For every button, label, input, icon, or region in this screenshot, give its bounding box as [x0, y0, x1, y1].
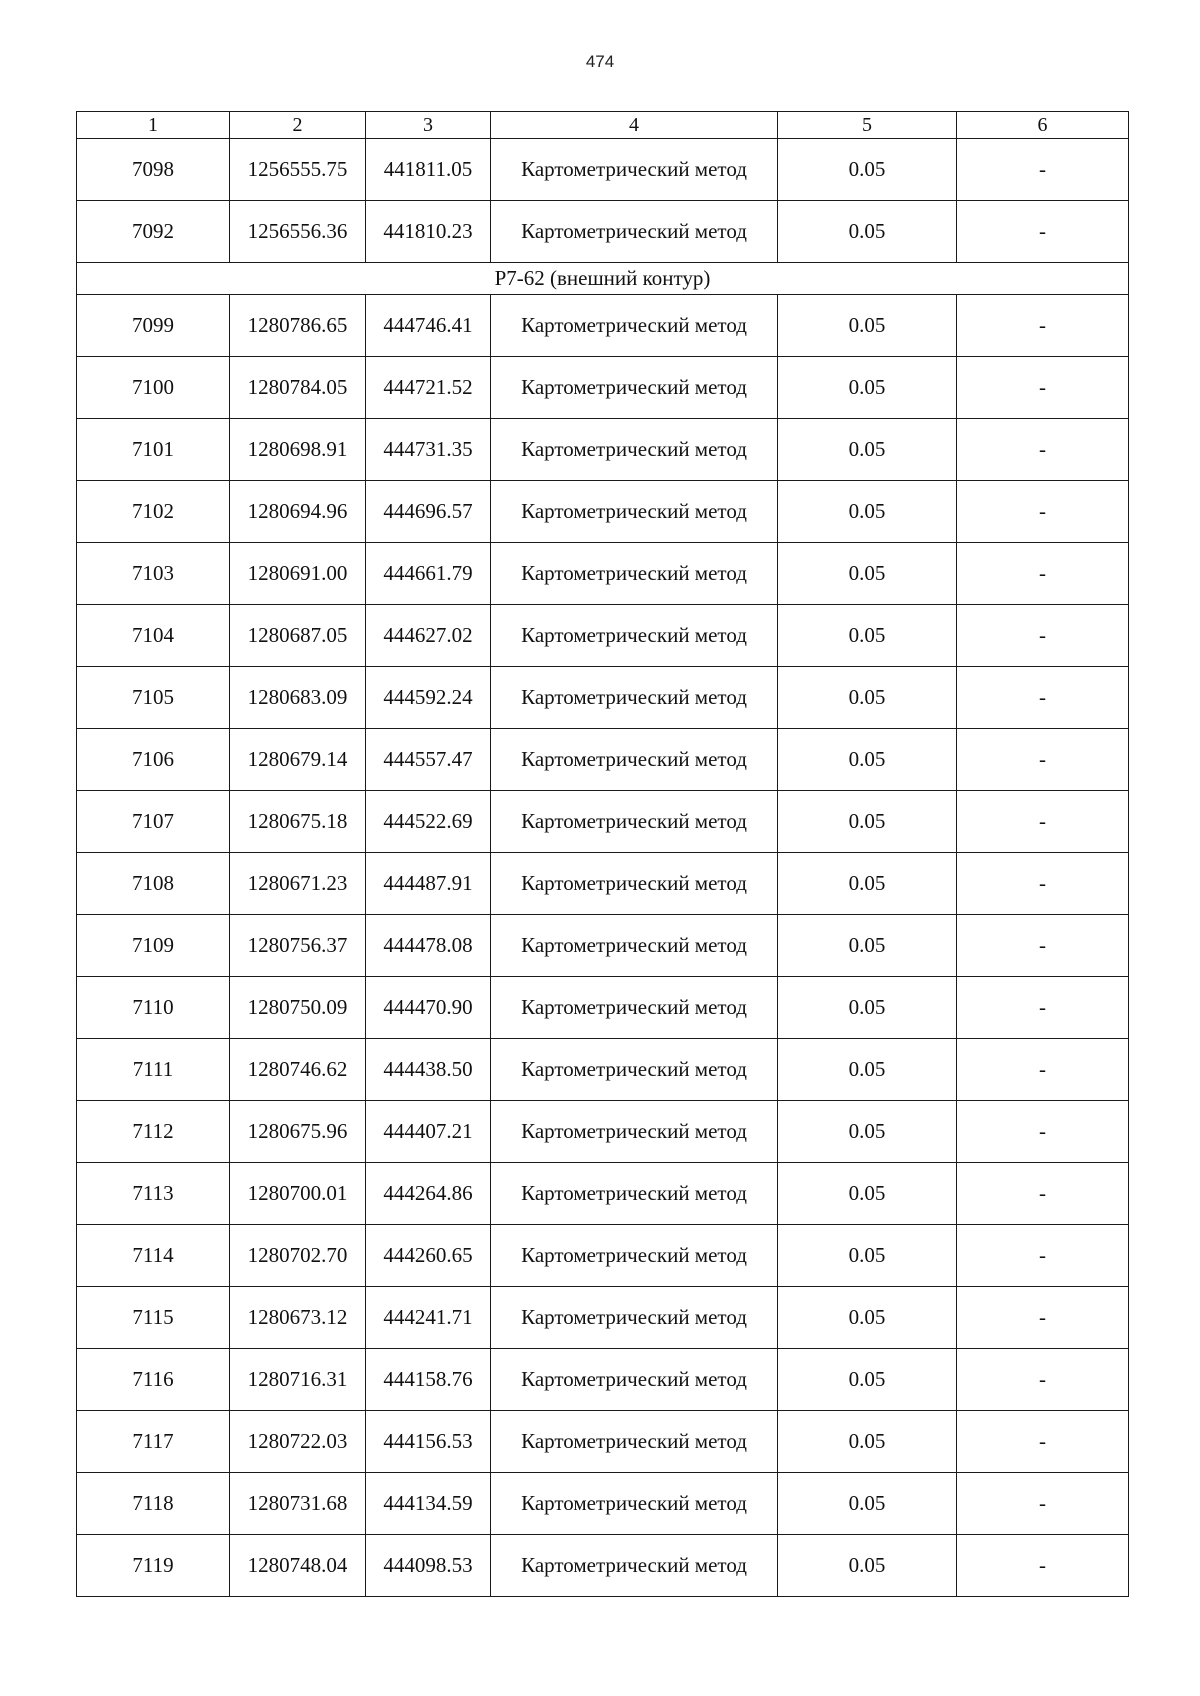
- table-row: [77, 295, 1129, 357]
- point-number-cell: 7118: [77, 1473, 230, 1535]
- note-cell: -: [957, 605, 1129, 667]
- x-coordinate-cell: 1280683.09: [230, 667, 366, 729]
- table-row: [77, 977, 1129, 1039]
- note-cell: -: [957, 419, 1129, 481]
- x-coordinate-cell: 1280673.12: [230, 1287, 366, 1349]
- note-cell: -: [957, 729, 1129, 791]
- method-cell: Картометрический метод: [491, 915, 778, 977]
- point-number-cell: 7112: [77, 1101, 230, 1163]
- y-coordinate-cell: 444264.86: [366, 1163, 491, 1225]
- x-coordinate-cell: 1280691.00: [230, 543, 366, 605]
- accuracy-cell: 0.05: [778, 139, 957, 201]
- point-number-cell: 7116: [77, 1349, 230, 1411]
- method-cell: Картометрический метод: [491, 729, 778, 791]
- x-coordinate-cell: 1280675.18: [230, 791, 366, 853]
- accuracy-cell: 0.05: [778, 419, 957, 481]
- y-coordinate-cell: 444661.79: [366, 543, 491, 605]
- point-number-cell: 7101: [77, 419, 230, 481]
- point-number-cell: 7109: [77, 915, 230, 977]
- note-cell: -: [957, 543, 1129, 605]
- note-cell: -: [957, 201, 1129, 263]
- y-coordinate-cell: 444156.53: [366, 1411, 491, 1473]
- table-row: [77, 201, 1129, 263]
- point-number-cell: 7113: [77, 1163, 230, 1225]
- method-cell: Картометрический метод: [491, 1163, 778, 1225]
- y-coordinate-cell: 444407.21: [366, 1101, 491, 1163]
- point-number-cell: 7098: [77, 139, 230, 201]
- accuracy-cell: 0.05: [778, 1225, 957, 1287]
- note-cell: -: [957, 481, 1129, 543]
- method-cell: Картометрический метод: [491, 1349, 778, 1411]
- note-cell: -: [957, 1101, 1129, 1163]
- y-coordinate-cell: 444746.41: [366, 295, 491, 357]
- y-coordinate-cell: 444098.53: [366, 1535, 491, 1597]
- point-number-cell: 7107: [77, 791, 230, 853]
- column-header: 2: [230, 112, 366, 139]
- table-row: [77, 357, 1129, 419]
- note-cell: -: [957, 853, 1129, 915]
- note-cell: -: [957, 1225, 1129, 1287]
- note-cell: -: [957, 1163, 1129, 1225]
- point-number-cell: 7106: [77, 729, 230, 791]
- accuracy-cell: 0.05: [778, 977, 957, 1039]
- method-cell: Картометрический метод: [491, 791, 778, 853]
- x-coordinate-cell: 1280748.04: [230, 1535, 366, 1597]
- point-number-cell: 7104: [77, 605, 230, 667]
- table-row: [77, 1411, 1129, 1473]
- note-cell: -: [957, 1473, 1129, 1535]
- y-coordinate-cell: 441810.23: [366, 201, 491, 263]
- x-coordinate-cell: 1280700.01: [230, 1163, 366, 1225]
- method-cell: Картометрический метод: [491, 481, 778, 543]
- y-coordinate-cell: 444158.76: [366, 1349, 491, 1411]
- note-cell: -: [957, 357, 1129, 419]
- accuracy-cell: 0.05: [778, 295, 957, 357]
- y-coordinate-cell: 444557.47: [366, 729, 491, 791]
- method-cell: Картометрический метод: [491, 1473, 778, 1535]
- y-coordinate-cell: 444241.71: [366, 1287, 491, 1349]
- y-coordinate-cell: 444478.08: [366, 915, 491, 977]
- column-header: 1: [77, 112, 230, 139]
- table-row: [77, 1039, 1129, 1101]
- y-coordinate-cell: 444696.57: [366, 481, 491, 543]
- accuracy-cell: 0.05: [778, 1349, 957, 1411]
- note-cell: -: [957, 1535, 1129, 1597]
- accuracy-cell: 0.05: [778, 1473, 957, 1535]
- y-coordinate-cell: 444487.91: [366, 853, 491, 915]
- point-number-cell: 7117: [77, 1411, 230, 1473]
- note-cell: -: [957, 977, 1129, 1039]
- x-coordinate-cell: 1280671.23: [230, 853, 366, 915]
- y-coordinate-cell: 444470.90: [366, 977, 491, 1039]
- note-cell: -: [957, 1349, 1129, 1411]
- method-cell: Картометрический метод: [491, 201, 778, 263]
- accuracy-cell: 0.05: [778, 605, 957, 667]
- accuracy-cell: 0.05: [778, 915, 957, 977]
- y-coordinate-cell: 444592.24: [366, 667, 491, 729]
- table-row: [77, 915, 1129, 977]
- point-number-cell: 7105: [77, 667, 230, 729]
- coordinates-table: [76, 111, 1129, 1597]
- point-number-cell: 7111: [77, 1039, 230, 1101]
- point-number-cell: 7110: [77, 977, 230, 1039]
- table-row: [77, 791, 1129, 853]
- x-coordinate-cell: 1280784.05: [230, 357, 366, 419]
- point-number-cell: 7092: [77, 201, 230, 263]
- x-coordinate-cell: 1280687.05: [230, 605, 366, 667]
- table-row: [77, 1163, 1129, 1225]
- method-cell: Картометрический метод: [491, 1535, 778, 1597]
- table-row: [77, 1101, 1129, 1163]
- x-coordinate-cell: 1256555.75: [230, 139, 366, 201]
- note-cell: -: [957, 915, 1129, 977]
- x-coordinate-cell: 1280750.09: [230, 977, 366, 1039]
- method-cell: Картометрический метод: [491, 1287, 778, 1349]
- table-row: [77, 1225, 1129, 1287]
- page-number: 474: [585, 52, 615, 71]
- accuracy-cell: 0.05: [778, 481, 957, 543]
- column-header: 5: [778, 112, 957, 139]
- table-row: [77, 729, 1129, 791]
- method-cell: Картометрический метод: [491, 605, 778, 667]
- point-number-cell: 7100: [77, 357, 230, 419]
- x-coordinate-cell: 1280716.31: [230, 1349, 366, 1411]
- accuracy-cell: 0.05: [778, 791, 957, 853]
- accuracy-cell: 0.05: [778, 201, 957, 263]
- table-row: [77, 1349, 1129, 1411]
- table-row: [77, 605, 1129, 667]
- section-title: Р7-62 (внешний контур): [77, 263, 1129, 295]
- point-number-cell: 7115: [77, 1287, 230, 1349]
- y-coordinate-cell: 444438.50: [366, 1039, 491, 1101]
- note-cell: -: [957, 791, 1129, 853]
- y-coordinate-cell: 444134.59: [366, 1473, 491, 1535]
- note-cell: -: [957, 1411, 1129, 1473]
- method-cell: Картометрический метод: [491, 419, 778, 481]
- table-row: [77, 543, 1129, 605]
- method-cell: Картометрический метод: [491, 1039, 778, 1101]
- x-coordinate-cell: 1280702.70: [230, 1225, 366, 1287]
- accuracy-cell: 0.05: [778, 853, 957, 915]
- accuracy-cell: 0.05: [778, 1287, 957, 1349]
- table-row: [77, 1535, 1129, 1597]
- table-row: [77, 1287, 1129, 1349]
- method-cell: Картометрический метод: [491, 1101, 778, 1163]
- header-row: [77, 112, 1129, 139]
- accuracy-cell: 0.05: [778, 667, 957, 729]
- accuracy-cell: 0.05: [778, 1411, 957, 1473]
- method-cell: Картометрический метод: [491, 667, 778, 729]
- table-row: [77, 481, 1129, 543]
- accuracy-cell: 0.05: [778, 1163, 957, 1225]
- column-header: 6: [957, 112, 1129, 139]
- y-coordinate-cell: 444627.02: [366, 605, 491, 667]
- method-cell: Картометрический метод: [491, 295, 778, 357]
- y-coordinate-cell: 444721.52: [366, 357, 491, 419]
- method-cell: Картометрический метод: [491, 357, 778, 419]
- table-row: [77, 419, 1129, 481]
- point-number-cell: 7119: [77, 1535, 230, 1597]
- column-header: 3: [366, 112, 491, 139]
- note-cell: -: [957, 295, 1129, 357]
- x-coordinate-cell: 1280679.14: [230, 729, 366, 791]
- method-cell: Картометрический метод: [491, 543, 778, 605]
- x-coordinate-cell: 1256556.36: [230, 201, 366, 263]
- note-cell: -: [957, 1287, 1129, 1349]
- section-header-row: [77, 263, 1129, 295]
- y-coordinate-cell: 444260.65: [366, 1225, 491, 1287]
- accuracy-cell: 0.05: [778, 1101, 957, 1163]
- x-coordinate-cell: 1280698.91: [230, 419, 366, 481]
- accuracy-cell: 0.05: [778, 1039, 957, 1101]
- x-coordinate-cell: 1280756.37: [230, 915, 366, 977]
- method-cell: Картометрический метод: [491, 1411, 778, 1473]
- x-coordinate-cell: 1280694.96: [230, 481, 366, 543]
- note-cell: -: [957, 1039, 1129, 1101]
- y-coordinate-cell: 441811.05: [366, 139, 491, 201]
- method-cell: Картометрический метод: [491, 977, 778, 1039]
- accuracy-cell: 0.05: [778, 543, 957, 605]
- x-coordinate-cell: 1280786.65: [230, 295, 366, 357]
- table-row: [77, 1473, 1129, 1535]
- table-row: [77, 139, 1129, 201]
- accuracy-cell: 0.05: [778, 729, 957, 791]
- method-cell: Картометрический метод: [491, 853, 778, 915]
- point-number-cell: 7103: [77, 543, 230, 605]
- point-number-cell: 7099: [77, 295, 230, 357]
- accuracy-cell: 0.05: [778, 357, 957, 419]
- table-row: [77, 667, 1129, 729]
- x-coordinate-cell: 1280746.62: [230, 1039, 366, 1101]
- x-coordinate-cell: 1280731.68: [230, 1473, 366, 1535]
- point-number-cell: 7114: [77, 1225, 230, 1287]
- method-cell: Картометрический метод: [491, 139, 778, 201]
- y-coordinate-cell: 444731.35: [366, 419, 491, 481]
- note-cell: -: [957, 139, 1129, 201]
- accuracy-cell: 0.05: [778, 1535, 957, 1597]
- table-row: [77, 853, 1129, 915]
- column-header: 4: [491, 112, 778, 139]
- method-cell: Картометрический метод: [491, 1225, 778, 1287]
- x-coordinate-cell: 1280722.03: [230, 1411, 366, 1473]
- y-coordinate-cell: 444522.69: [366, 791, 491, 853]
- point-number-cell: 7102: [77, 481, 230, 543]
- note-cell: -: [957, 667, 1129, 729]
- point-number-cell: 7108: [77, 853, 230, 915]
- x-coordinate-cell: 1280675.96: [230, 1101, 366, 1163]
